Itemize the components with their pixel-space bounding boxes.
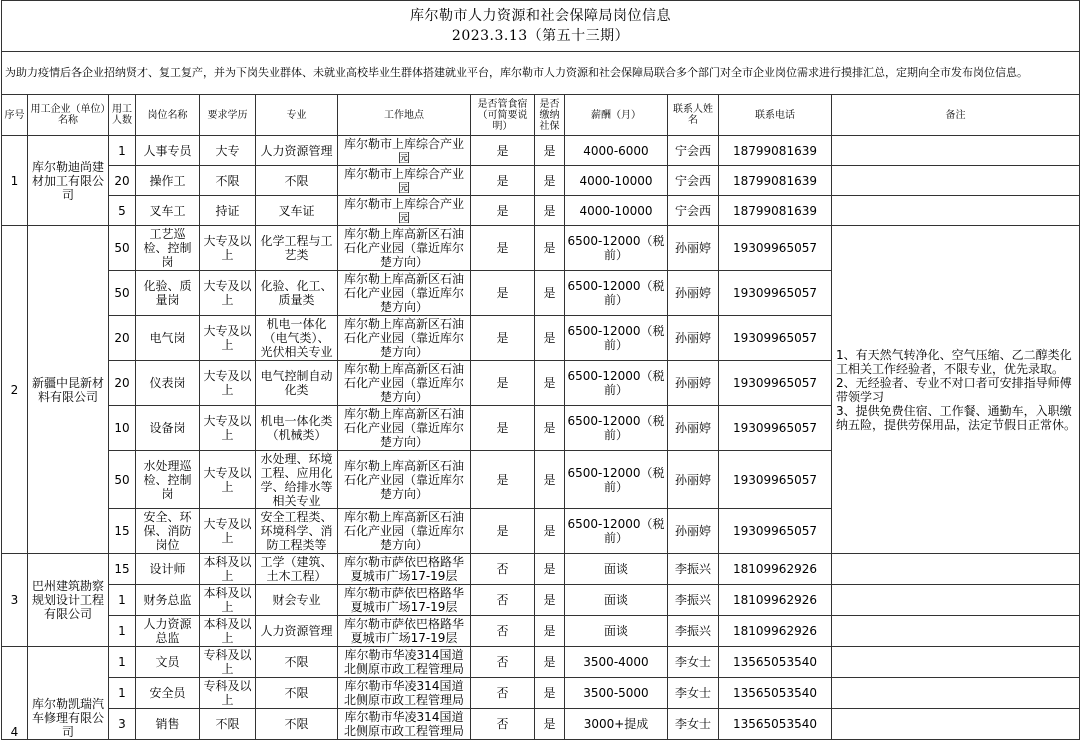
row-education: 本科及以上 [200, 585, 256, 616]
row-location: 库尔勒市上库综合产业园 [338, 196, 471, 226]
row-position: 水处理巡检、控制岗 [136, 451, 200, 509]
row-major: 机电一体化类（机械类） [256, 406, 338, 451]
row-board: 是 [471, 136, 535, 166]
row-board: 是 [471, 271, 535, 316]
row-salary: 6500-12000（税前） [565, 226, 668, 271]
table-row [2, 709, 1080, 740]
header-phone: 联系电话 [719, 95, 832, 136]
row-board: 是 [471, 196, 535, 226]
row-board: 是 [471, 509, 535, 554]
row-education: 大专及以上 [200, 271, 256, 316]
row-count: 1 [109, 647, 136, 678]
row-note [832, 554, 1080, 585]
row-contact: 李振兴 [668, 585, 719, 616]
row-location: 库尔勒上库高新区石油石化产业园（靠近库尔楚方向） [338, 271, 471, 316]
row-major: 电气控制自动化类 [256, 361, 338, 406]
header-major: 专业 [256, 95, 338, 136]
row-insurance: 是 [535, 616, 565, 647]
row-education: 大专及以上 [200, 226, 256, 271]
row-insurance: 是 [535, 226, 565, 271]
row-phone: 19309965057 [719, 406, 832, 451]
row-position: 化验、质量岗 [136, 271, 200, 316]
row-salary: 4000-6000 [565, 136, 668, 166]
row-education: 大专及以上 [200, 509, 256, 554]
row-insurance: 是 [535, 406, 565, 451]
row-count: 20 [109, 361, 136, 406]
row-insurance: 是 [535, 316, 565, 361]
header-education: 要求学历 [200, 95, 256, 136]
row-board: 否 [471, 585, 535, 616]
row-insurance: 是 [535, 166, 565, 196]
row-count: 1 [109, 585, 136, 616]
row-salary: 4000-10000 [565, 166, 668, 196]
row-phone: 18109962926 [719, 616, 832, 647]
row-count: 15 [109, 554, 136, 585]
row-note [832, 709, 1080, 740]
row-location: 库尔勒上库高新区石油石化产业园（靠近库尔楚方向） [338, 316, 471, 361]
table-row [2, 196, 1080, 226]
table-row [2, 647, 1080, 678]
row-insurance: 是 [535, 451, 565, 509]
row-contact: 孙丽婷 [668, 226, 719, 271]
row-phone: 19309965057 [719, 316, 832, 361]
row-position: 文员 [136, 647, 200, 678]
title-line-2: 2023.3.13（第五十三期） [451, 28, 630, 44]
row-board: 是 [471, 316, 535, 361]
row-phone: 19309965057 [719, 271, 832, 316]
row-note: 1、有天然气转净化、空气压缩、乙二醇类化工相关工作经验者，不限专业，优先录取。 2、无经验者、专业不对口者可安排指导师傅带领学习 3、提供免费住宿、工作餐、通勤车，入职缴纳五险，提供劳保用品，法定节假日正常休。 [832, 226, 1080, 554]
header-salary: 薪酬（月） [565, 95, 668, 136]
row-phone: 19309965057 [719, 226, 832, 271]
row-salary: 4000-10000 [565, 196, 668, 226]
row-education: 不限 [200, 166, 256, 196]
row-phone: 13565053540 [719, 647, 832, 678]
row-major: 工学（建筑、土木工程） [256, 554, 338, 585]
row-company: 巴州建筑勘察规划设计工程有限公司 [28, 554, 109, 647]
row-salary: 6500-12000（税前） [565, 316, 668, 361]
row-position: 销售 [136, 709, 200, 740]
row-position: 人事专员 [136, 136, 200, 166]
row-location: 库尔勒上库高新区石油石化产业园（靠近库尔楚方向） [338, 451, 471, 509]
row-insurance: 是 [535, 271, 565, 316]
table-row [2, 585, 1080, 616]
title-line-1: 库尔勒市人力资源和社会保障局岗位信息 [410, 8, 672, 24]
table-row [2, 166, 1080, 196]
row-contact: 李振兴 [668, 554, 719, 585]
row-position: 设备岗 [136, 406, 200, 451]
row-note [832, 136, 1080, 166]
table-row [2, 678, 1080, 709]
row-salary: 6500-12000（税前） [565, 406, 668, 451]
row-contact: 宁会西 [668, 166, 719, 196]
row-major: 财会专业 [256, 585, 338, 616]
row-location: 库尔勒市萨依巴格路华夏城市广场17-19层 [338, 554, 471, 585]
row-major: 化学工程与工艺类 [256, 226, 338, 271]
row-count: 1 [109, 678, 136, 709]
row-board: 否 [471, 678, 535, 709]
row-seq: 2 [2, 226, 28, 554]
row-major: 不限 [256, 709, 338, 740]
row-education: 不限 [200, 709, 256, 740]
row-location: 库尔勒上库高新区石油石化产业园（靠近库尔楚方向） [338, 361, 471, 406]
row-education: 大专 [200, 136, 256, 166]
row-location: 库尔勒市上库综合产业园 [338, 166, 471, 196]
row-salary: 3500-4000 [565, 647, 668, 678]
row-contact: 孙丽婷 [668, 509, 719, 554]
row-phone: 19309965057 [719, 361, 832, 406]
row-salary: 6500-12000（税前） [565, 271, 668, 316]
row-major: 安全工程类、环境科学、消防工程类等 [256, 509, 338, 554]
row-salary: 6500-12000（税前） [565, 451, 668, 509]
row-phone: 18799081639 [719, 136, 832, 166]
row-phone: 19309965057 [719, 451, 832, 509]
row-salary: 6500-12000（税前） [565, 361, 668, 406]
row-education: 大专及以上 [200, 361, 256, 406]
row-count: 1 [109, 616, 136, 647]
row-salary: 3500-5000 [565, 678, 668, 709]
row-contact: 孙丽婷 [668, 451, 719, 509]
row-seq: 4 [2, 647, 28, 740]
row-major: 人力资源管理 [256, 136, 338, 166]
row-contact: 李女士 [668, 647, 719, 678]
row-education: 本科及以上 [200, 554, 256, 585]
row-education: 持证 [200, 196, 256, 226]
row-count: 50 [109, 226, 136, 271]
row-major: 不限 [256, 166, 338, 196]
row-board: 否 [471, 709, 535, 740]
row-board: 是 [471, 226, 535, 271]
row-insurance: 是 [535, 136, 565, 166]
row-insurance: 是 [535, 678, 565, 709]
table-row [2, 226, 1080, 271]
row-count: 20 [109, 316, 136, 361]
row-position: 设计师 [136, 554, 200, 585]
row-salary: 6500-12000（税前） [565, 509, 668, 554]
row-education: 大专及以上 [200, 451, 256, 509]
row-contact: 孙丽婷 [668, 271, 719, 316]
row-location: 库尔勒市萨依巴格路华夏城市广场17-19层 [338, 616, 471, 647]
row-contact: 李振兴 [668, 616, 719, 647]
table-row [2, 616, 1080, 647]
row-insurance: 是 [535, 361, 565, 406]
header-count: 用工人数 [109, 95, 136, 136]
row-count: 1 [109, 136, 136, 166]
row-salary: 3000+提成 [565, 709, 668, 740]
row-education: 大专及以上 [200, 316, 256, 361]
row-insurance: 是 [535, 585, 565, 616]
row-position: 仪表岗 [136, 361, 200, 406]
row-major: 水处理、环境工程、应用化学、给排水等相关专业 [256, 451, 338, 509]
row-phone: 18109962926 [719, 585, 832, 616]
row-phone: 18109962926 [719, 554, 832, 585]
header-row [2, 95, 1080, 136]
row-contact: 宁会西 [668, 136, 719, 166]
row-count: 15 [109, 509, 136, 554]
row-contact: 孙丽婷 [668, 406, 719, 451]
row-contact: 孙丽婷 [668, 361, 719, 406]
row-major: 化验、化工、质量类 [256, 271, 338, 316]
row-insurance: 是 [535, 509, 565, 554]
row-phone: 13565053540 [719, 709, 832, 740]
row-note [832, 647, 1080, 678]
row-position: 财务总监 [136, 585, 200, 616]
row-position: 工艺巡检、控制岗 [136, 226, 200, 271]
header-location: 工作地点 [338, 95, 471, 136]
row-contact: 李女士 [668, 678, 719, 709]
row-major: 不限 [256, 647, 338, 678]
row-note [832, 196, 1080, 226]
row-location: 库尔勒上库高新区石油石化产业园（靠近库尔楚方向） [338, 226, 471, 271]
table-row [2, 554, 1080, 585]
row-location: 库尔勒市华凌314国道北侧原市政工程管理局 [338, 678, 471, 709]
row-board: 否 [471, 647, 535, 678]
row-count: 50 [109, 451, 136, 509]
row-count: 5 [109, 196, 136, 226]
row-count: 20 [109, 166, 136, 196]
row-count: 10 [109, 406, 136, 451]
row-position: 人力资源总监 [136, 616, 200, 647]
row-board: 是 [471, 166, 535, 196]
row-count: 50 [109, 271, 136, 316]
row-education: 本科及以上 [200, 616, 256, 647]
row-insurance: 是 [535, 647, 565, 678]
row-location: 库尔勒市华凌314国道北侧原市政工程管理局 [338, 647, 471, 678]
row-board: 否 [471, 616, 535, 647]
row-major: 不限 [256, 678, 338, 709]
row-phone: 18799081639 [719, 196, 832, 226]
row-salary: 面谈 [565, 554, 668, 585]
row-seq: 3 [2, 554, 28, 647]
header-note: 备注 [832, 95, 1080, 136]
row-contact: 李女士 [668, 709, 719, 740]
header-board: 是否管食宿（可简要说明） [471, 95, 535, 136]
row-salary: 面谈 [565, 585, 668, 616]
row-location: 库尔勒上库高新区石油石化产业园（靠近库尔楚方向） [338, 509, 471, 554]
row-location: 库尔勒市上库综合产业园 [338, 136, 471, 166]
row-position: 电气岗 [136, 316, 200, 361]
row-position: 安全员 [136, 678, 200, 709]
row-note [832, 678, 1080, 709]
intro-text: 为助力疫情后各企业招纳贤才、复工复产，并为下岗失业群体、未就业高校毕业生群体搭建就业平台，库尔勒市人力资源和社会保障局联合多个部门对全市企业岗位需求进行摸排汇总，定期向全市发布岗位信息。 [2, 52, 1080, 95]
row-note [832, 616, 1080, 647]
row-board: 是 [471, 361, 535, 406]
row-company: 库尔勒凯瑞汽车修理有限公司 [28, 647, 109, 740]
row-major: 叉车证 [256, 196, 338, 226]
row-seq: 1 [2, 136, 28, 226]
row-position: 叉车工 [136, 196, 200, 226]
row-board: 否 [471, 554, 535, 585]
row-location: 库尔勒市华凌314国道北侧原市政工程管理局 [338, 709, 471, 740]
row-insurance: 是 [535, 196, 565, 226]
row-education: 专科及以上 [200, 678, 256, 709]
row-major: 人力资源管理 [256, 616, 338, 647]
row-contact: 孙丽婷 [668, 316, 719, 361]
header-insurance: 是否缴纳社保 [535, 95, 565, 136]
table-row [2, 136, 1080, 166]
row-insurance: 是 [535, 709, 565, 740]
row-note [832, 166, 1080, 196]
row-location: 库尔勒上库高新区石油石化产业园（靠近库尔楚方向） [338, 406, 471, 451]
row-count: 3 [109, 709, 136, 740]
row-phone: 18799081639 [719, 166, 832, 196]
row-board: 是 [471, 451, 535, 509]
header-company: 用工企业（单位）名称 [28, 95, 109, 136]
row-position: 安全、环保、消防岗位 [136, 509, 200, 554]
row-insurance: 是 [535, 554, 565, 585]
row-education: 专科及以上 [200, 647, 256, 678]
row-major: 机电一体化（电气类）、光伏相关专业 [256, 316, 338, 361]
row-note [832, 585, 1080, 616]
header-seq: 序号 [2, 95, 28, 136]
row-phone: 19309965057 [719, 509, 832, 554]
page-title [2, 1, 1080, 52]
job-table [1, 0, 1080, 740]
row-phone: 13565053540 [719, 678, 832, 709]
row-contact: 宁会西 [668, 196, 719, 226]
row-position: 操作工 [136, 166, 200, 196]
row-company: 库尔勒迪尚建材加工有限公司 [28, 136, 109, 226]
row-location: 库尔勒市萨依巴格路华夏城市广场17-19层 [338, 585, 471, 616]
header-position: 岗位名称 [136, 95, 200, 136]
row-board: 是 [471, 406, 535, 451]
row-company: 新疆中昆新材料有限公司 [28, 226, 109, 554]
row-education: 大专及以上 [200, 406, 256, 451]
header-contact: 联系人姓名 [668, 95, 719, 136]
row-salary: 面谈 [565, 616, 668, 647]
